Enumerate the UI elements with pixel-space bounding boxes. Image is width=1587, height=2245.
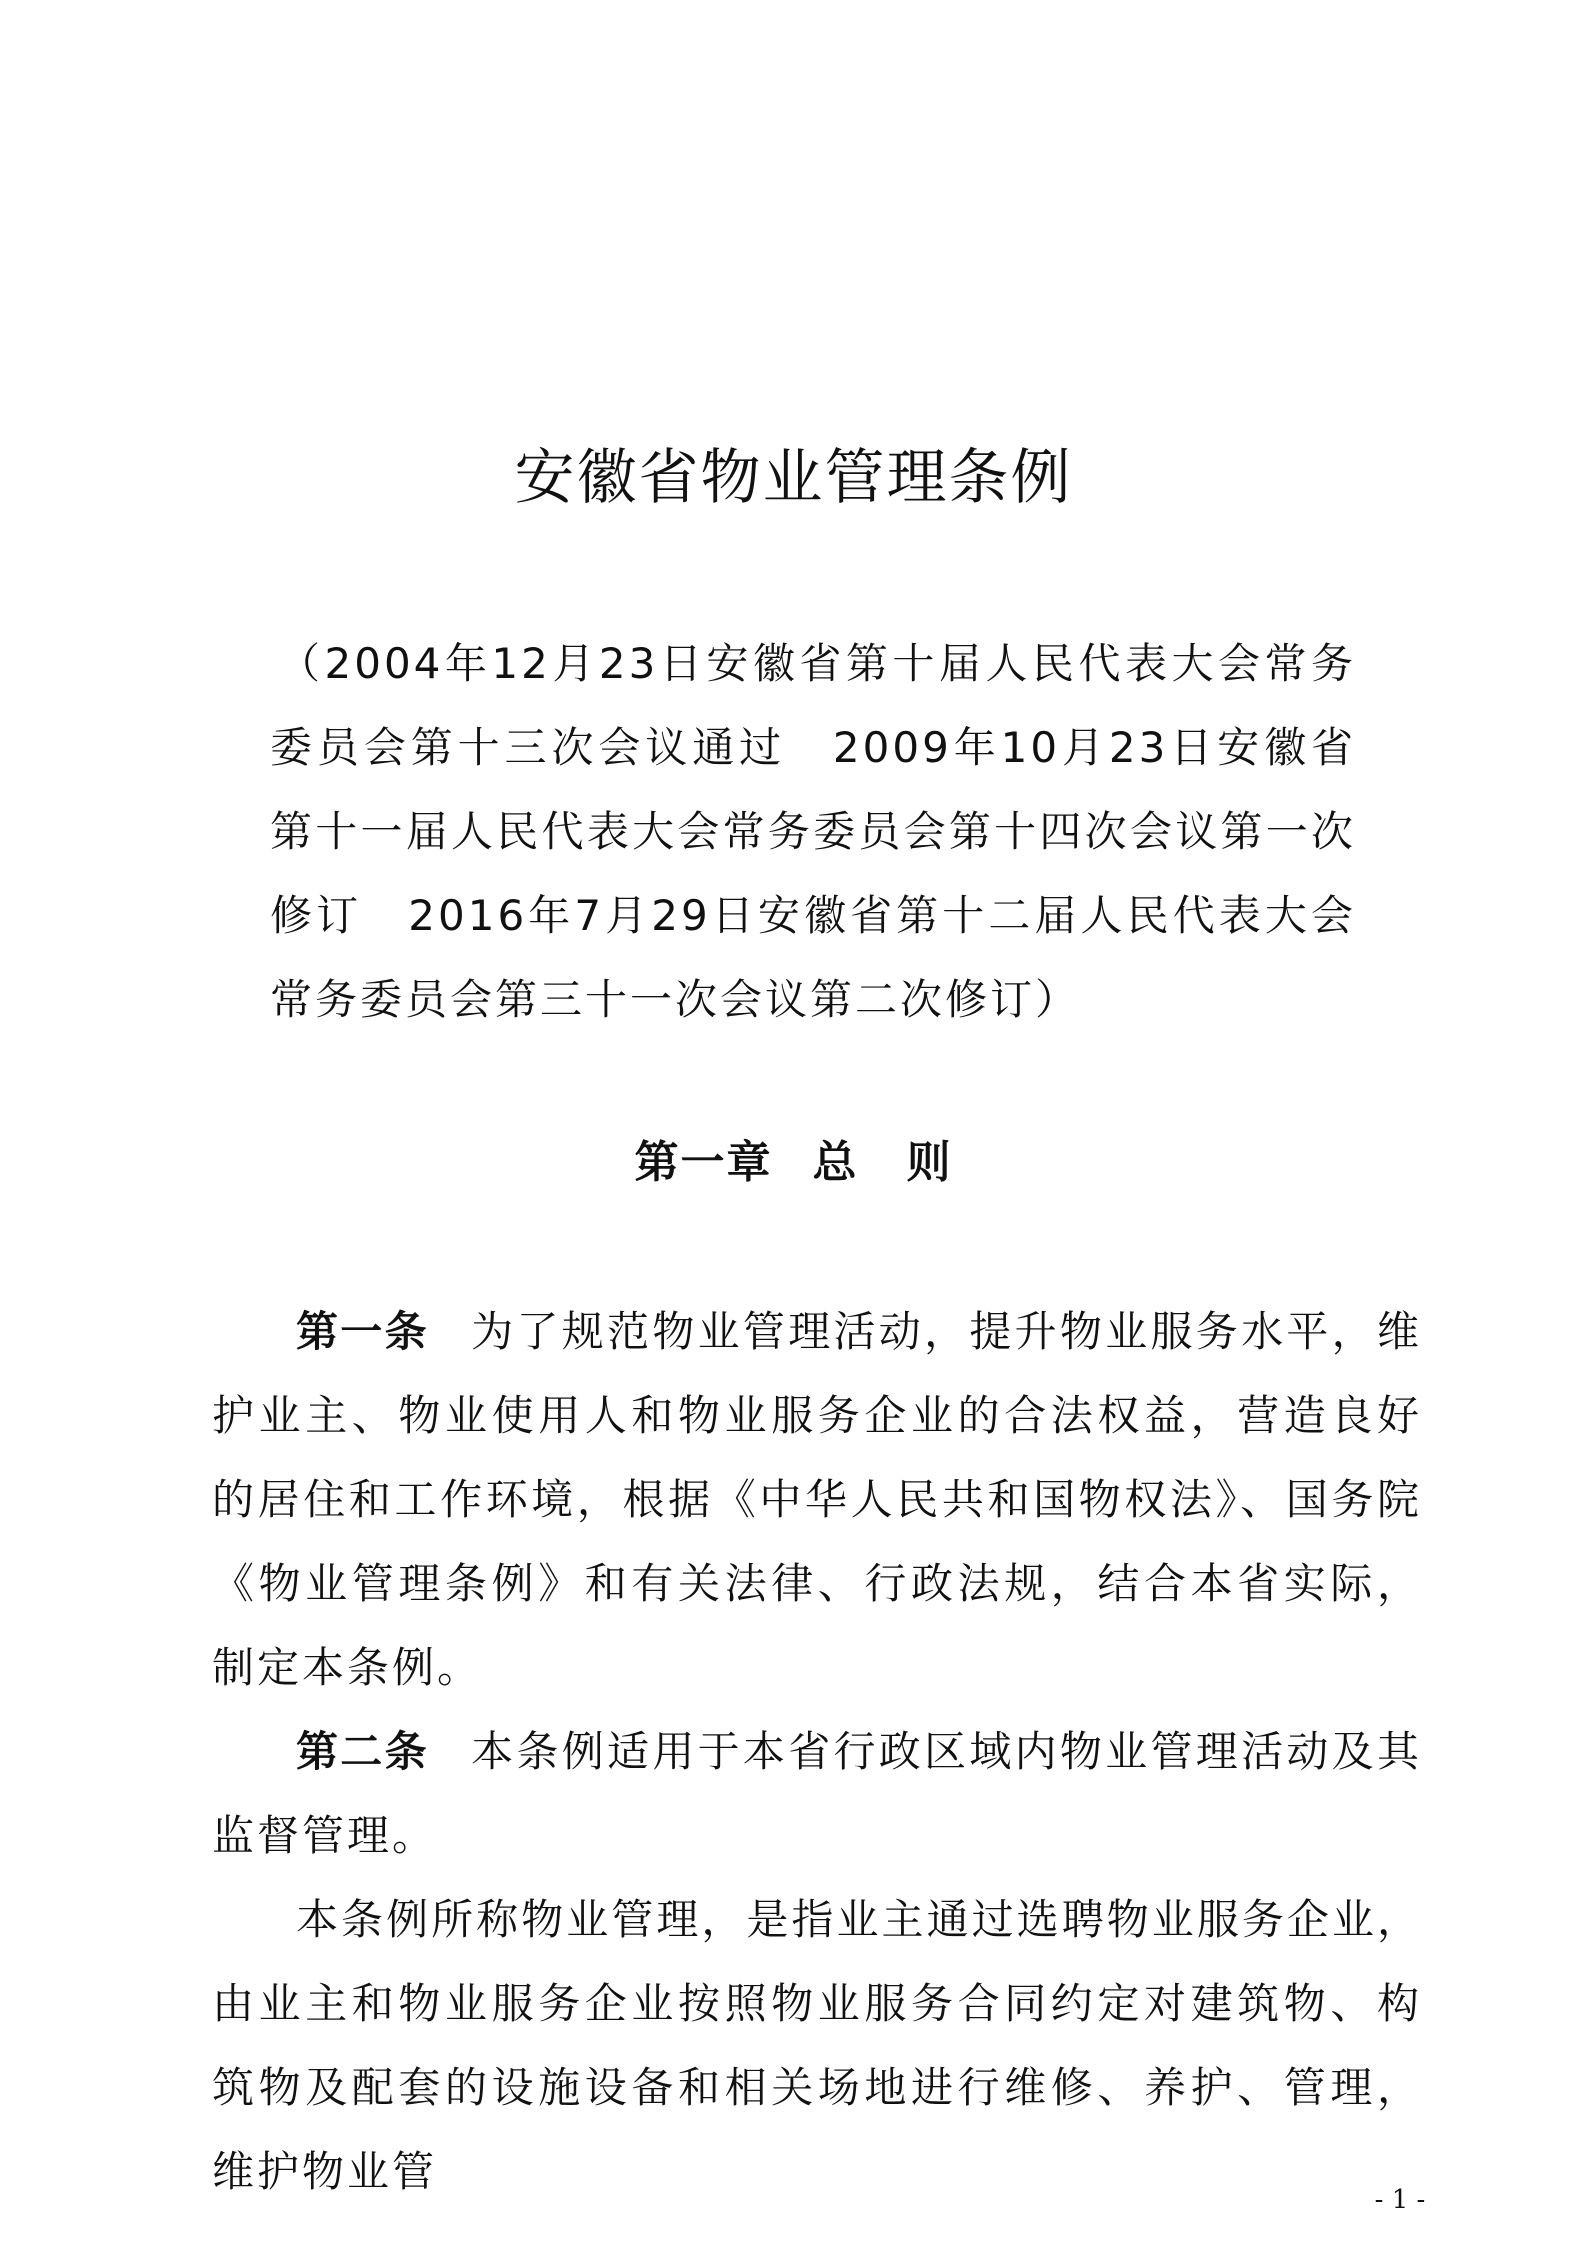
article-1 [212,1290,1422,1710]
article-label: 第一条 [296,1307,429,1356]
chapter-title-part1: 总 [812,1137,859,1188]
legislative-history: （2004年12月23日安徽省第十届人民代表大会常务委员会第十三次会议通过 2009年10月23日安徽省第十一届人民代表大会常务委员会第十四次会议第一次修订 2016年7月29日安徽省第十二届人民代表大会常务委员会第三十一次会议第二次修订） [270,639,1356,1024]
chapter-title-part2: 则 [906,1137,953,1188]
body-paragraph: 本条例所称物业管理，是指业主通过选聘物业服务企业，由业主和物业服务企业按照物业服务合同约定对建筑物、构筑物及配套的设施设备和相关场地进行维修、养护、管理，维护物业管 [212,1895,1422,2196]
article-text: 为了规范物业管理活动，提升物业服务水平，维护业主、物业使用人和物业服务企业的合法权益，营造良好的居住和工作环境，根据《中华人民共和国物权法》、国务院《物业管理条例》和有关法律、行政法规，结合本省实际，制定本条例。 [212,1307,1422,1692]
document-body [212,1290,1422,2214]
article-label: 第二条 [296,1727,429,1776]
chapter-number: 第一章 [634,1137,773,1188]
article-text: 本条例适用于本省行政区域内物业管理活动及其监督管理。 [212,1727,1422,1860]
page-number: - 1 - [1374,2185,1426,2215]
article-2 [212,1710,1422,1878]
chapter-heading [0,1128,1587,1198]
document-title: 安徽省物业管理条例 [514,443,1073,513]
